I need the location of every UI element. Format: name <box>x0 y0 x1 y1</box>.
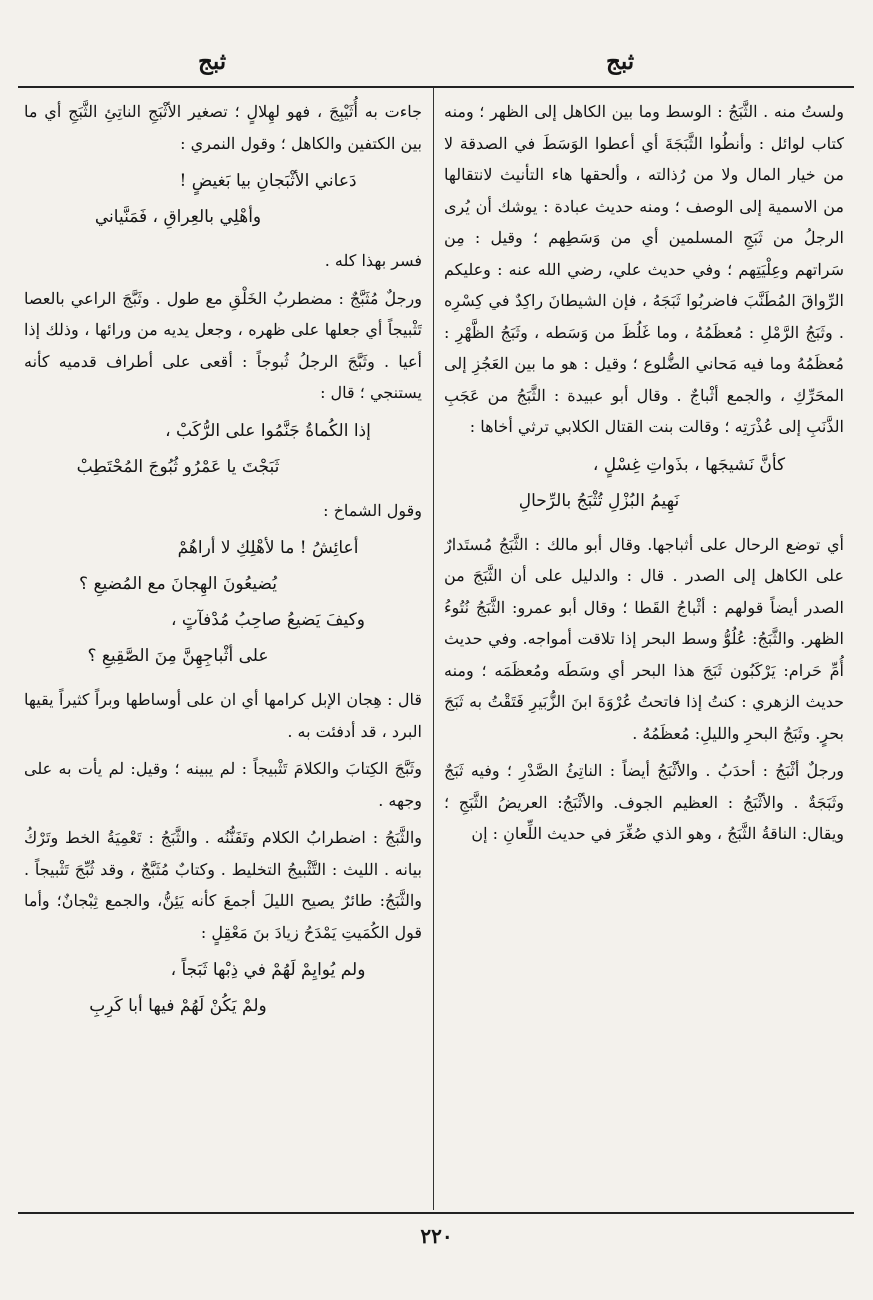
verse-hemistich: ولمْ يَكُنْ لَهُمْ فيها أبا كَرِبِ <box>89 996 267 1016</box>
paragraph: ورجلٌ مُثَبَّجٌ : مضطربُ الخَلْقِ مع طول . وثَبَّجَ الراعي بالعصا تَثْبيجاً أي جعلها على ظهره ، وجعل يديه من ورائها ، وذلك إذا أعيا . وثَبَّجَ الرجلُ ثُبوجاً : أقعى على أطراف قدميه كأنه يستنجي ؛ قال : <box>24 288 422 402</box>
bottom-rule <box>18 1212 854 1214</box>
verse-hemistich: إذا الكُماةُ جَنَّمُوا على الرُّكَبْ ، <box>165 420 371 441</box>
paragraph: جاءت به أُثَيْبِجَ ، فهو لهِلالٍ ؛ تصغير الأثْبَجِ الناتِئِ الثَّبَجِ أي ما بين الكتفين والكاهل ؛ وقول النمري : <box>24 102 422 153</box>
verse-hemistich: وكيفَ يَضيعُ صاحِبُ مُدْفآتٍ ، <box>171 610 365 630</box>
verse-hemistich: يُضيعُونَ الهِجانَ مع المُضيعِ ؟ <box>79 574 277 594</box>
verse-hemistich: ولم يُوايِمْ لَهُمْ في ذِبْها ثَبَجاً ، <box>170 960 366 980</box>
verse <box>24 530 422 674</box>
paragraph: ولستُ منه . الثَّبَجُ : الوسط وما بين الكاهل إلى الظهر ؛ ومنه كتاب لوائل : وأنطُوا الثَّبَجَةَ أي أعطوا الوَسَطَ في الصدقة لا من خيار المال ولا من رُذالته ، وألحقها هاء التأنيث لانتقالها من الاسمية إلى الوصف ؛ ومنه حديث عبادة : يوشك أن يُرى الرجلُ من ثَبَجِ المسلمين أي من وَسَطِهم ؛ وقيل : مِن سَراتهم وعِلْيَتِهم ؛ وفي حديث علي، رضي الله عنه : وعليكم الرِّواقَ المُطَنَّبَ فاضربُوا ثَبَجَهُ ، فإن الشيطانَ راكِدٌ في كِسْرِه . وثَبَجُ الرَّمْلِ : مُعظَمُهُ ، وما غَلُظَ من وَسَطه ، وثَبَجُ الظَّهْرِ : مُعظَمُهُ وما فيه مَحاني الضُّلوع ؛ وقيل : هو ما بين العَجُزِ إلى المحَرِّكِ ، والجمع أثْباجٌ . وقال أبو عبيدة : الثَّبَجُ من عَجَبِ الذَّنَبِ إلى عُذْرَتِه ؛ وقالت بنت القتال الكلابي ترثي أخاها : <box>444 102 844 436</box>
verse-hemistich: نَهِيمُ البُزْلِ تُثْبَجُ بالرِّحالِ <box>518 490 680 511</box>
paragraph: أي توضع الرحال على أثباجها. وقال أبو مالك : الثَّبَجُ مُستَدارٌ على الكاهل إلى الصدر . قال : والدليل على أن الثَّبَجَ من الصدر أيضاً قولهم : أثْباجُ القَطا ؛ وقال أبو عمرو: الثَّبَجُ نُتُوءُ الظهر. والثَّبَجُ: عُلُوُّ وسط البحر إذا تلاقت أمواجه. وفي حديث أُمِّ حَرام: يَرْكَبُون ثَبَجَ هذا البحر أي وسَطَه ومُعظَمَه ؛ ومنه حديث الزهري : كنتُ إذا فاتحتُ عُرْوَةَ ابنَ الزُّبَيرِ فَتَقْتُ به ثَبَجَ بحرٍ. وثَبَجُ البحرِ والليلِ: مُعظَمُهُ . <box>444 534 844 743</box>
paragraph: فسر بهذا كله . <box>324 251 422 270</box>
column-divider <box>433 88 434 1210</box>
verse-hemistich: أعائِشُ ! ما لأهْلِكِ لا أراهُمْ <box>177 538 359 558</box>
paragraph: والثَّبَجُ : اضطرابُ الكلام وتَفَنُّنُه . والثَّبَجُ : تَعْمِيَةُ الخط وتَرْكُ بيانه . الليث : التَّثْبيجُ التخليط . وكتابٌ مُثَبَّجٌ ، وقد ثُبِّجَ تَثْبيجاً . والثَّبَجُ: طائرٌ يصيح الليلَ أجمعَ كأنه يَئِنُّ، والجمع ثِبْجانٌ؛ وأما قول الكُمَيتِ يَمْدَحُ زيادَ بنَ مَعْقِلٍ : <box>24 828 422 942</box>
verse-hemistich: دَعاني الأثْبَجانِ بيا بَغيضٍ ! <box>179 171 357 191</box>
verse-hemistich: ثَبَجْتَ يا عَمْرُو ثُبُوجَ المُحْتَطِبْ <box>76 456 280 477</box>
paragraph: وقول الشماخ : <box>323 500 422 520</box>
paragraph: ورجلٌ أثْبَجُ : أحدَبُ . والأثْبَجُ أيضاً : الناتِئُ الصَّدْرِ ؛ وفيه ثَبَجٌ وثَبَجَةٌ . والأثْبَجُ : العظيم الجوف. والأثْبَجُ: العريضُ الثَّبَجِ ؛ ويقال: الناقةُ الثَّبَجُ ، وهو الذي صُغِّرَ في حديث اللِّعانِ : إن <box>444 761 844 843</box>
verse <box>24 163 422 235</box>
headword-right: ثبج <box>606 48 635 75</box>
verse <box>444 447 844 519</box>
verse-hemistich: وأهْلِي بالعِراقِ ، فَمَنَّياني <box>94 207 262 227</box>
paragraph: قال : هِجان الإبل كرامها أي ان على أوساطها وبراً كثيراً يقيها البرد ، قد أدفئت به . <box>24 690 422 741</box>
right-column <box>444 96 844 1206</box>
verse <box>24 413 422 485</box>
headword-left: ثبج <box>198 48 227 75</box>
verse-hemistich: كأنَّ نَشيجَها ، بذَواتِ غِسْلٍ ، <box>592 454 786 475</box>
verse-hemistich: على أثْباجِهِنَّ مِنَ الصَّقِيعِ ؟ <box>87 646 269 666</box>
verse <box>24 952 422 1024</box>
left-column <box>24 96 422 1206</box>
paragraph: وثَبَّجَ الكِتابَ والكلامَ تَثْبيجاً : لم يبينه ؛ وقيل: لم يأت به على وجهه . <box>24 759 422 810</box>
top-rule <box>18 86 854 88</box>
page-number: ٢٢٠ <box>420 1224 453 1248</box>
